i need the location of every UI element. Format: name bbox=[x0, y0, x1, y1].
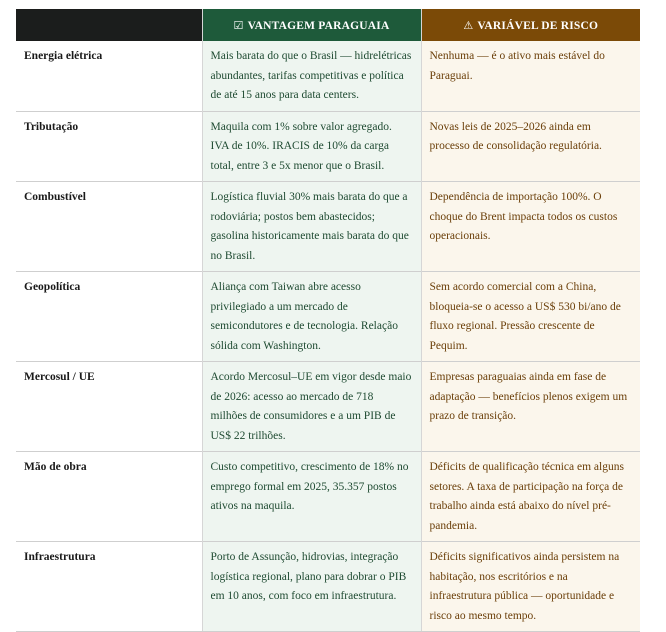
row-label: Infraestrutura bbox=[16, 542, 202, 632]
table-row bbox=[16, 452, 640, 542]
risk-cell: Nenhuma — é o ativo mais estável do Paraguai. bbox=[421, 41, 640, 111]
risk-cell: Empresas paraguaias ainda em fase de adaptação — benefícios plenos exigem um prazo de transição. bbox=[421, 362, 640, 452]
table-row bbox=[16, 182, 640, 272]
header-advantage bbox=[202, 9, 421, 41]
table-header-row bbox=[16, 9, 640, 41]
advantage-cell: Custo competitivo, crescimento de 18% no emprego formal em 2025, 35.357 postos ativos na maquila. bbox=[202, 452, 421, 542]
row-label: Mercosul / UE bbox=[16, 362, 202, 452]
advantage-cell: Aliança com Taiwan abre acesso privilegiado a um mercado de semicondutores e de tecnologia. Relação sólida com Washington. bbox=[202, 272, 421, 362]
table-row bbox=[16, 111, 640, 182]
risk-cell: Sem acordo comercial com a China, bloqueia-se o acesso a US$ 530 bi/ano de fluxo regional. Pressão crescente de Pequim. bbox=[421, 272, 640, 362]
header-advantage-label: VANTAGEM PARAGUAIA bbox=[247, 19, 390, 32]
row-label: Energia elétrica bbox=[16, 41, 202, 111]
table-row bbox=[16, 272, 640, 362]
row-label: Mão de obra bbox=[16, 452, 202, 542]
advantage-cell: Acordo Mercosul–UE em vigor desde maio de 2026: acesso ao mercado de 718 milhões de consumidores e a um PIB de US$ 22 trilhões. bbox=[202, 362, 421, 452]
row-label: Geopolítica bbox=[16, 272, 202, 362]
table-row bbox=[16, 41, 640, 111]
warning-icon: ⚠ bbox=[463, 18, 474, 32]
risk-cell: Déficits significativos ainda persistem na habitação, nos escritórios e na infraestrutura pública — oportunidade e risco ao mesmo tempo. bbox=[421, 542, 640, 632]
table-row bbox=[16, 362, 640, 452]
row-label: Combustível bbox=[16, 182, 202, 272]
header-risk-label: VARIÁVEL DE RISCO bbox=[477, 19, 599, 32]
advantage-cell: Mais barata do que o Brasil — hidrelétricas abundantes, tarifas competitivas e política de até 15 anos para data centers. bbox=[202, 41, 421, 111]
table-row bbox=[16, 542, 640, 632]
advantage-cell: Maquila com 1% sobre valor agregado. IVA de 10%. IRACIS de 10% da carga total, entre 3 e 5x menor que o Brasil. bbox=[202, 111, 421, 182]
comparison-table-container bbox=[16, 9, 640, 632]
header-category bbox=[16, 9, 202, 41]
check-square-icon: ☑ bbox=[233, 18, 244, 32]
row-label: Tributação bbox=[16, 111, 202, 182]
header-risk bbox=[421, 9, 640, 41]
risk-cell: Déficits de qualificação técnica em alguns setores. A taxa de participação na força de trabalho ainda está abaixo do nível pré-pandemia. bbox=[421, 452, 640, 542]
advantage-cell: Porto de Assunção, hidrovias, integração logística regional, plano para dobrar o PIB em 10 anos, com foco em infraestrutura. bbox=[202, 542, 421, 632]
risk-cell: Dependência de importação 100%. O choque do Brent impacta todos os custos operacionais. bbox=[421, 182, 640, 272]
risk-cell: Novas leis de 2025–2026 ainda em processo de consolidação regulatória. bbox=[421, 111, 640, 182]
comparison-table bbox=[16, 9, 640, 632]
advantage-cell: Logística fluvial 30% mais barata do que a rodoviária; postos bem abastecidos; gasolina historicamente mais barata do que no Brasil. bbox=[202, 182, 421, 272]
